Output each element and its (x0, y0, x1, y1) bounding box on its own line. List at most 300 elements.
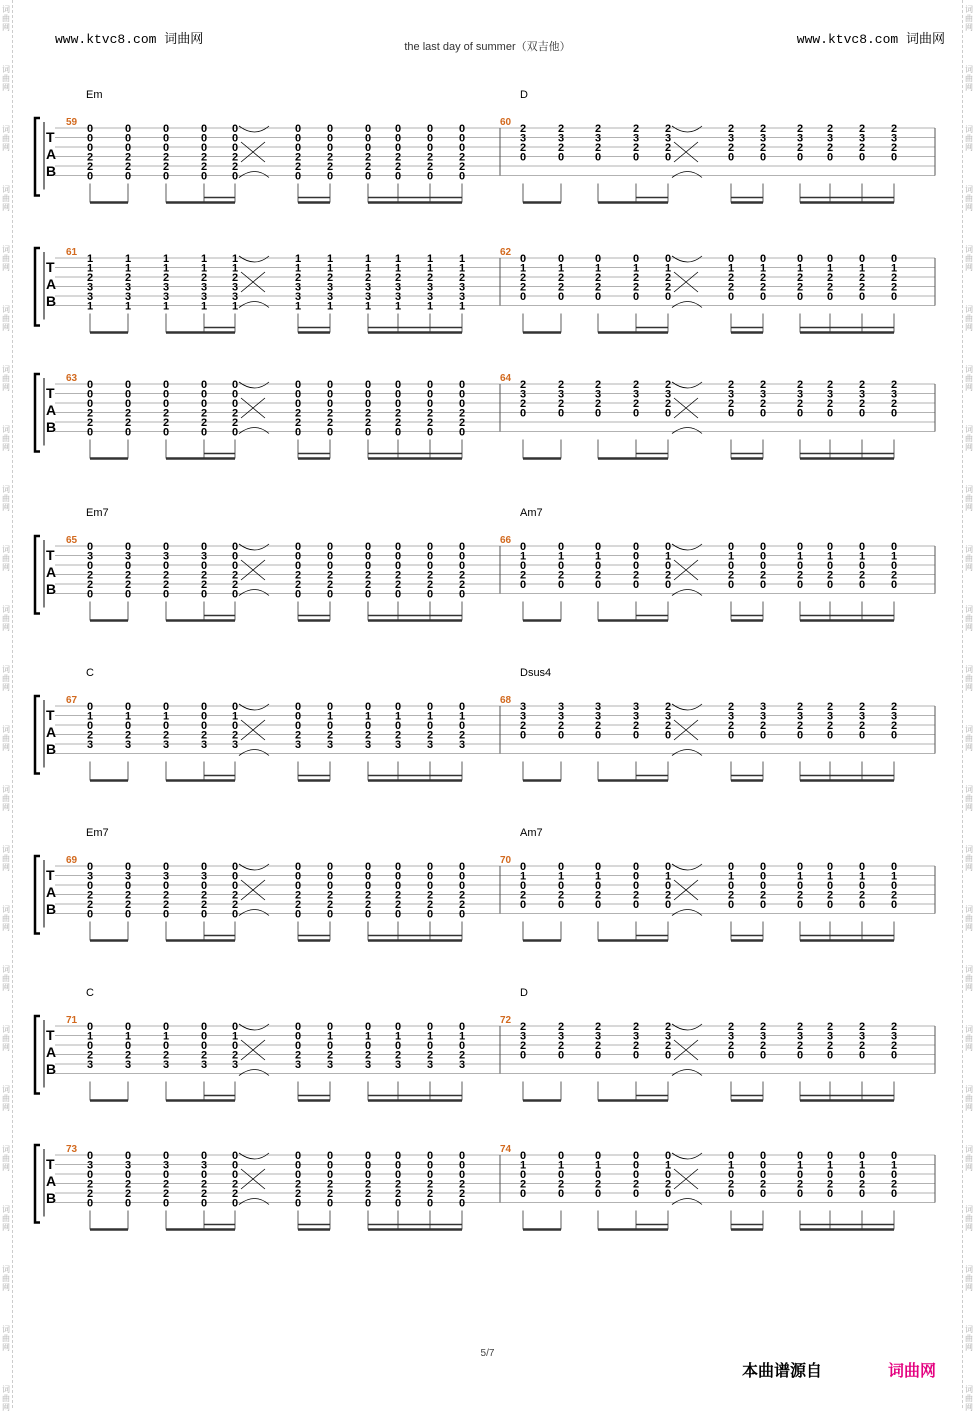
fret-number: 0 (125, 170, 132, 183)
fret-number: 3 (201, 739, 208, 751)
side-watermark-text: 词 曲 网 (965, 1205, 973, 1232)
fret-number: 0 (365, 880, 372, 892)
strum-curve (672, 544, 702, 550)
chord-name: Dsus4 (520, 667, 552, 679)
fret-number: 2 (520, 398, 527, 410)
fret-number: 3 (87, 281, 94, 294)
fret-number: 0 (365, 870, 372, 883)
fret-number: 2 (760, 569, 767, 582)
side-watermark-text: 词 曲 网 (2, 725, 10, 752)
fret-number: 0 (327, 880, 334, 892)
fret-number: 3 (327, 1059, 334, 1071)
fret-number: 0 (327, 379, 334, 391)
fret-number: 0 (232, 1169, 239, 1181)
measure-number: 65 (66, 535, 78, 546)
fret-number: 0 (797, 560, 804, 572)
strum-curve (239, 302, 269, 308)
fret-number: 3 (827, 710, 834, 723)
fret-number: 2 (827, 379, 834, 391)
fret-number: 2 (728, 889, 735, 902)
fret-number: 0 (125, 142, 132, 154)
chord-name: Am7 (520, 507, 543, 519)
fret-number: 0 (295, 123, 302, 135)
chord-name: Am7 (520, 827, 543, 839)
fret-number: 0 (859, 1169, 866, 1181)
fret-number: 0 (125, 541, 132, 553)
fret-number: 0 (295, 426, 302, 439)
fret-number: 2 (760, 889, 767, 902)
fret-number: 2 (665, 1040, 672, 1052)
fret-number: 0 (427, 588, 434, 601)
fret-number: 2 (327, 1049, 334, 1062)
fret-number: 0 (859, 880, 866, 892)
fret-number: 3 (395, 291, 402, 303)
fret-number: 0 (665, 1150, 672, 1162)
fret-number: 0 (125, 560, 132, 572)
side-watermark-text: 词 曲 网 (2, 845, 10, 872)
fret-number: 0 (595, 899, 602, 911)
fret-number: 0 (797, 1169, 804, 1181)
fret-number: 3 (163, 870, 170, 883)
fret-number: 0 (427, 142, 434, 154)
fret-number: 0 (520, 729, 527, 742)
fret-number: 0 (125, 861, 132, 873)
fret-number: 3 (520, 132, 527, 145)
fret-number: 0 (595, 1049, 602, 1062)
fret-number: 2 (327, 889, 334, 902)
fret-number: 2 (797, 272, 804, 284)
fret-number: 3 (558, 388, 565, 401)
brand-logo[interactable]: 词曲网 (888, 1363, 937, 1380)
fret-number: 0 (859, 861, 866, 873)
fret-number: 0 (125, 123, 132, 135)
side-watermark-text: 词 曲 网 (965, 965, 973, 992)
fret-number: 0 (295, 1030, 302, 1043)
fret-number: 1 (163, 300, 170, 313)
fret-number: 2 (365, 161, 372, 173)
side-watermark-text: 词 曲 网 (2, 185, 10, 212)
tab-clef-letter: B (46, 581, 57, 597)
tab-clef-letter: T (46, 1156, 55, 1172)
fret-number: 2 (87, 899, 94, 911)
fret-number: 0 (327, 142, 334, 154)
fret-number: 2 (87, 151, 94, 164)
fret-number: 0 (395, 1197, 402, 1210)
fret-number: 3 (520, 1030, 527, 1043)
fret-number: 2 (125, 161, 132, 173)
measure-number: 62 (500, 247, 512, 258)
fret-number: 0 (558, 899, 565, 911)
fret-number: 0 (395, 379, 402, 391)
fret-number: 2 (760, 379, 767, 391)
fret-number: 2 (633, 142, 640, 154)
fret-number: 2 (595, 281, 602, 294)
fret-number: 0 (125, 908, 132, 921)
fret-number: 1 (633, 262, 640, 275)
side-watermark-text: 词 曲 网 (2, 545, 10, 572)
fret-number: 2 (365, 899, 372, 911)
fret-number: 0 (87, 1150, 94, 1162)
fret-number: 1 (797, 1159, 804, 1172)
fret-number: 0 (232, 170, 239, 183)
fret-number: 0 (232, 123, 239, 135)
fret-number: 0 (760, 1188, 767, 1200)
fret-number: 2 (327, 272, 334, 284)
fret-number: 1 (665, 870, 672, 883)
side-watermark-text: 词 曲 网 (2, 1205, 10, 1232)
fret-number: 0 (87, 588, 94, 601)
side-watermark-text: 词 曲 网 (2, 65, 10, 92)
fret-number: 0 (760, 1169, 767, 1181)
side-watermark-text: 词 曲 网 (965, 665, 973, 692)
strum-cross (674, 1040, 698, 1060)
fret-number: 3 (201, 291, 208, 303)
page-number: 5/7 (480, 1348, 495, 1359)
fret-number: 2 (232, 899, 239, 911)
strum-curve (239, 172, 269, 178)
fret-number: 3 (125, 550, 132, 563)
fret-number: 0 (395, 588, 402, 601)
fret-number: 2 (163, 899, 170, 911)
fret-number: 3 (665, 1030, 672, 1043)
fret-number: 2 (797, 1021, 804, 1033)
fret-number: 3 (760, 1030, 767, 1043)
fret-number: 0 (760, 1159, 767, 1172)
fret-number: 2 (232, 1188, 239, 1200)
fret-number: 0 (595, 253, 602, 265)
fret-number: 3 (327, 281, 334, 294)
fret-number: 0 (633, 870, 640, 883)
fret-number: 2 (365, 407, 372, 420)
chord-name: D (520, 89, 528, 101)
fret-number: 1 (728, 262, 735, 275)
fret-number: 0 (859, 541, 866, 553)
fret-number: 2 (595, 1178, 602, 1191)
fret-number: 0 (201, 1030, 208, 1043)
fret-number: 2 (87, 1188, 94, 1200)
fret-number: 1 (827, 550, 834, 563)
fret-number: 0 (859, 291, 866, 303)
fret-number: 0 (295, 398, 302, 410)
fret-number: 0 (633, 1169, 640, 1181)
fret-number: 0 (859, 579, 866, 591)
fret-number: 0 (520, 1188, 527, 1200)
fret-number: 0 (827, 151, 834, 164)
fret-number: 2 (797, 720, 804, 732)
fret-number: 0 (891, 880, 898, 892)
fret-number: 1 (797, 550, 804, 563)
fret-number: 0 (520, 151, 527, 164)
fret-number: 2 (827, 569, 834, 582)
side-watermark-text: 词 曲 网 (965, 545, 973, 572)
tab-clef-letter: A (46, 884, 57, 900)
fret-number: 0 (427, 908, 434, 921)
fret-number: 2 (728, 281, 735, 294)
fret-number: 2 (395, 569, 402, 582)
fret-number: 2 (87, 161, 94, 173)
fret-number: 2 (427, 899, 434, 911)
side-watermark-text: 词 曲 网 (2, 965, 10, 992)
fret-number: 0 (327, 1021, 334, 1033)
fret-number: 2 (728, 720, 735, 732)
fret-number: 1 (295, 300, 302, 313)
fret-number: 0 (760, 550, 767, 563)
fret-number: 2 (365, 417, 372, 429)
fret-number: 0 (427, 170, 434, 183)
fret-number: 0 (395, 880, 402, 892)
fret-number: 0 (395, 388, 402, 401)
fret-number: 2 (797, 1178, 804, 1191)
site-header-right[interactable]: www.ktvc8.com 词曲网 (796, 32, 945, 47)
fret-number: 2 (201, 729, 208, 742)
fret-number: 3 (827, 1030, 834, 1043)
fret-number: 1 (728, 550, 735, 563)
fret-number: 0 (295, 550, 302, 563)
fret-number: 2 (459, 899, 466, 911)
fret-number: 3 (87, 1059, 94, 1071)
strum-curve (239, 864, 269, 870)
fret-number: 0 (201, 123, 208, 135)
system-bracket (35, 536, 40, 614)
side-watermark-text: 词 曲 网 (965, 125, 973, 152)
fret-number: 2 (163, 151, 170, 164)
side-watermark-text: 词 曲 网 (2, 1145, 10, 1172)
fret-number: 0 (163, 398, 170, 410)
fret-number: 0 (395, 870, 402, 883)
fret-number: 0 (201, 1150, 208, 1162)
side-watermark-text: 词 曲 网 (965, 425, 973, 452)
fret-number: 0 (595, 291, 602, 303)
fret-number: 0 (201, 861, 208, 873)
fret-number: 0 (295, 1021, 302, 1033)
fret-number: 2 (163, 1049, 170, 1062)
tab-clef-letter: B (46, 741, 57, 757)
fret-number: 0 (459, 132, 466, 145)
strum-curve (672, 864, 702, 870)
fret-number: 0 (201, 379, 208, 391)
fret-number: 2 (859, 1040, 866, 1052)
fret-number: 0 (633, 560, 640, 572)
fret-number: 0 (520, 407, 527, 420)
fret-number: 0 (125, 1150, 132, 1162)
fret-number: 2 (520, 889, 527, 902)
fret-number: 0 (827, 1188, 834, 1200)
fret-number: 0 (633, 253, 640, 265)
strum-cross (241, 1169, 265, 1189)
fret-number: 0 (665, 407, 672, 420)
fret-number: 0 (365, 142, 372, 154)
fret-number: 0 (891, 1169, 898, 1181)
fret-number: 0 (395, 701, 402, 713)
side-watermark-text: 词 曲 网 (965, 245, 973, 272)
strum-curve (239, 1153, 269, 1159)
fret-number: 0 (558, 253, 565, 265)
strum-curve (672, 1070, 702, 1076)
fret-number: 0 (201, 398, 208, 410)
fret-number: 3 (459, 291, 466, 303)
fret-number: 0 (558, 1169, 565, 1181)
fret-number: 3 (395, 1059, 402, 1071)
fret-number: 2 (295, 272, 302, 284)
fret-number: 3 (232, 291, 239, 303)
fret-number: 2 (125, 417, 132, 429)
fret-number: 3 (633, 1030, 640, 1043)
side-watermark-text: 词 曲 网 (2, 605, 10, 632)
fret-number: 1 (232, 710, 239, 723)
fret-number: 3 (595, 132, 602, 145)
fret-number: 0 (797, 861, 804, 873)
fret-number: 2 (595, 720, 602, 732)
fret-number: 1 (459, 253, 466, 265)
fret-number: 0 (728, 880, 735, 892)
fret-number: 0 (365, 588, 372, 601)
fret-number: 0 (395, 1159, 402, 1172)
fret-number: 0 (891, 407, 898, 420)
fret-number: 2 (201, 417, 208, 429)
fret-number: 2 (859, 281, 866, 294)
fret-number: 2 (295, 1188, 302, 1200)
fret-number: 2 (891, 889, 898, 902)
fret-number: 1 (125, 262, 132, 275)
fret-number: 0 (558, 579, 565, 591)
fret-number: 0 (633, 880, 640, 892)
chord-name: Em7 (86, 507, 109, 519)
strum-curve (239, 1024, 269, 1030)
side-watermark-text: 词 曲 网 (2, 1325, 10, 1352)
fret-number: 2 (201, 569, 208, 582)
fret-number: 1 (295, 253, 302, 265)
fret-number: 2 (760, 1021, 767, 1033)
fret-number: 2 (365, 151, 372, 164)
fret-number: 1 (520, 262, 527, 275)
fret-number: 0 (891, 253, 898, 265)
tab-clef-letter: B (46, 1061, 57, 1077)
fret-number: 0 (459, 861, 466, 873)
fret-number: 2 (427, 729, 434, 742)
fret-number: 2 (595, 569, 602, 582)
fret-number: 1 (87, 262, 94, 275)
fret-number: 2 (232, 417, 239, 429)
fret-number: 2 (125, 1178, 132, 1191)
fret-number: 1 (859, 1159, 866, 1172)
fret-number: 3 (232, 1059, 239, 1071)
fret-number: 0 (595, 1169, 602, 1181)
fret-number: 3 (295, 1059, 302, 1071)
fret-number: 2 (427, 1178, 434, 1191)
fret-number: 3 (558, 710, 565, 723)
fret-number: 2 (459, 729, 466, 742)
fret-number: 1 (365, 253, 372, 265)
fret-number: 2 (859, 398, 866, 410)
fret-number: 0 (395, 1040, 402, 1052)
fret-number: 2 (163, 729, 170, 742)
fret-number: 2 (859, 720, 866, 732)
fret-number: 0 (365, 1021, 372, 1033)
fret-number: 0 (427, 550, 434, 563)
fret-number: 2 (520, 720, 527, 732)
fret-number: 1 (595, 550, 602, 563)
fret-number: 1 (87, 710, 94, 723)
fret-number: 2 (891, 569, 898, 582)
fret-number: 0 (365, 1169, 372, 1181)
fret-number: 2 (859, 379, 866, 391)
fret-number: 2 (295, 417, 302, 429)
fret-number: 1 (232, 262, 239, 275)
fret-number: 2 (827, 281, 834, 294)
fret-number: 0 (665, 151, 672, 164)
fret-number: 0 (395, 170, 402, 183)
fret-number: 2 (395, 889, 402, 902)
strum-curve (239, 544, 269, 550)
fret-number: 3 (295, 739, 302, 751)
fret-number: 0 (395, 426, 402, 439)
fret-number: 3 (201, 281, 208, 294)
fret-number: 2 (520, 123, 527, 135)
fret-number: 0 (365, 1197, 372, 1210)
fret-number: 0 (163, 1150, 170, 1162)
fret-number: 0 (327, 123, 334, 135)
fret-number: 0 (760, 861, 767, 873)
fret-number: 0 (232, 720, 239, 732)
side-watermark-text: 词 曲 网 (2, 665, 10, 692)
fret-number: 2 (125, 579, 132, 591)
fret-number: 1 (427, 300, 434, 313)
fret-number: 1 (859, 550, 866, 563)
fret-number: 3 (760, 132, 767, 145)
fret-number: 2 (201, 407, 208, 420)
fret-number: 0 (87, 170, 94, 183)
fret-number: 1 (201, 253, 208, 265)
fret-number: 2 (427, 272, 434, 284)
fret-number: 2 (891, 272, 898, 284)
fret-number: 2 (728, 1021, 735, 1033)
fret-number: 1 (427, 710, 434, 723)
fret-number: 0 (633, 1150, 640, 1162)
fret-number: 0 (728, 1169, 735, 1181)
side-watermark-text: 词 曲 网 (2, 125, 10, 152)
fret-number: 2 (163, 1188, 170, 1200)
fret-number: 0 (163, 880, 170, 892)
fret-number: 2 (827, 889, 834, 902)
fret-number: 0 (427, 870, 434, 883)
tab-clef-letter: T (46, 707, 55, 723)
fret-number: 0 (459, 426, 466, 439)
fret-number: 3 (760, 701, 767, 713)
strum-cross (674, 1169, 698, 1189)
fret-number: 0 (327, 550, 334, 563)
fret-number: 3 (859, 132, 866, 145)
fret-number: 0 (232, 132, 239, 145)
fret-number: 0 (665, 1188, 672, 1200)
fret-number: 0 (232, 908, 239, 921)
fret-number: 0 (797, 1150, 804, 1162)
fret-number: 2 (395, 729, 402, 742)
fret-number: 2 (665, 272, 672, 284)
fret-number: 0 (201, 1197, 208, 1210)
fret-number: 2 (827, 272, 834, 284)
measure-number: 69 (66, 855, 78, 866)
side-watermark-text: 词 曲 网 (965, 785, 973, 812)
fret-number: 0 (728, 899, 735, 911)
site-header-left[interactable]: www.ktvc8.com 词曲网 (55, 32, 204, 47)
fret-number: 2 (633, 889, 640, 902)
fret-number: 0 (395, 541, 402, 553)
fret-number: 0 (327, 1159, 334, 1172)
fret-number: 2 (633, 398, 640, 410)
fret-number: 2 (125, 1049, 132, 1062)
fret-number: 0 (760, 151, 767, 164)
fret-number: 3 (232, 739, 239, 751)
